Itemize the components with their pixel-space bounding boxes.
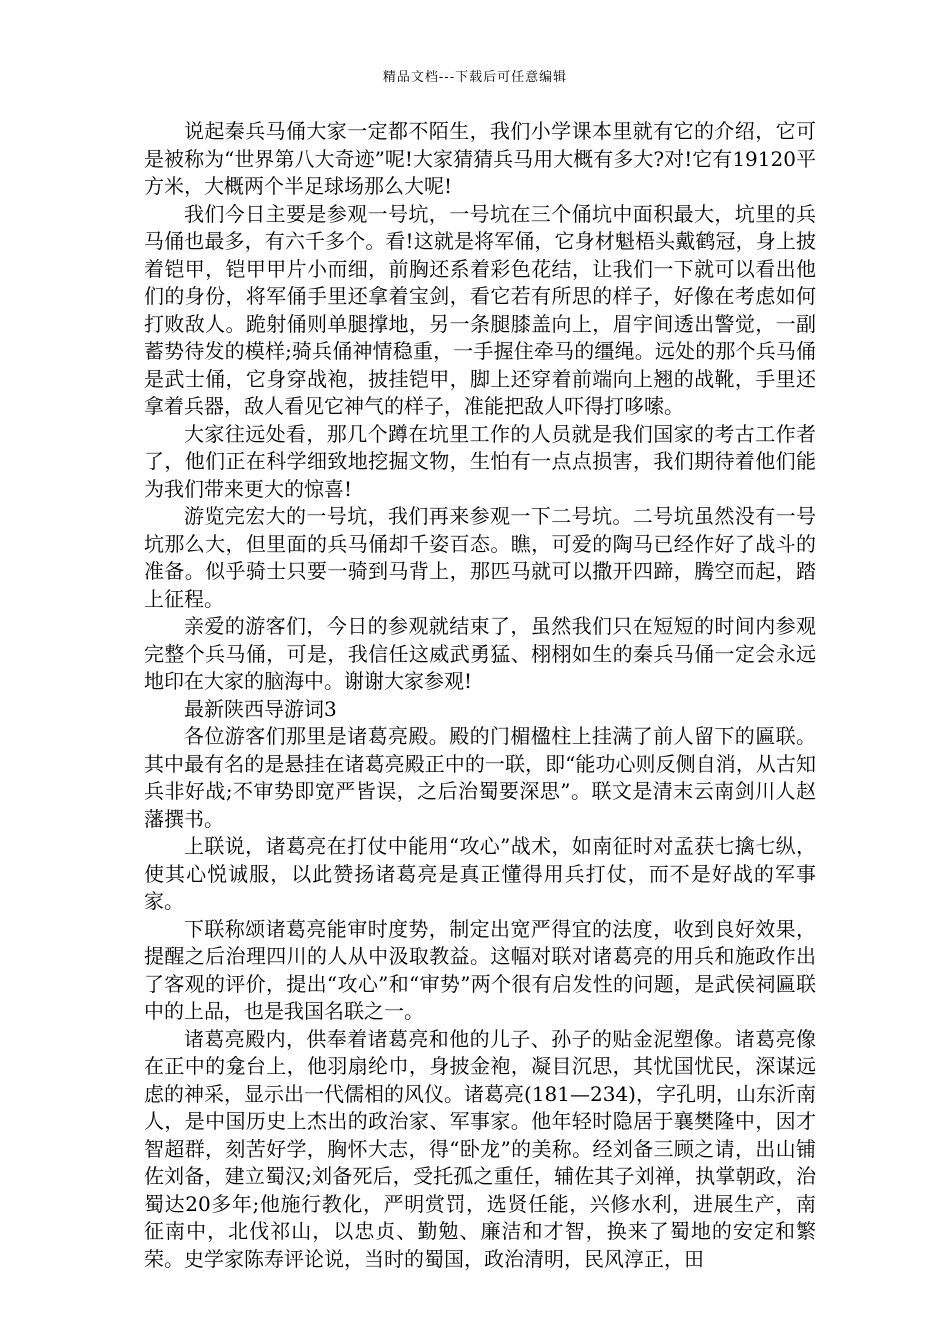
paragraph: 上联说，诸葛亮在打仗中能用“攻心”战术，如南征时对孟获七擒七纵，使其心悦诚服，以此赞扬诸葛亮是真正懂得用兵打仗，而不是好战的军事家。	[144, 834, 816, 913]
paragraph: 诸葛亮殿内，供奉着诸葛亮和他的儿子、孙子的贴金泥塑像。诸葛亮像在正中的龛台上，他羽扇纶巾，身披金袍，凝目沉思，其忧国忧民，深谋远虑的神采，显示出一代儒相的风仪。诸葛亮(181—234)，字孔明，山东沂南人，是中国历史上杰出的政治家、军事家。他年轻时隐居于襄樊隆中，因才智超群，刻苦好学，胸怀大志，得“卧龙”的美称。经刘备三顾之请，出山铺佐刘备，建立蜀汉;刘备死后，受托孤之重任，辅佐其子刘禅，执掌朝政，治蜀达20多年;他施行教化，严明赏罚，选贤任能，兴修水利，进展生产，南征南中，北伐祁山，以忠贞、勤勉、廉洁和才智，换来了蜀地的安定和繁荣。史学家陈寿评论说，当时的蜀国，政治清明，民风淳正，田	[144, 1026, 816, 1271]
paragraph: 下联称颂诸葛亮能审时度势，制定出宽严得宜的法度，收到良好效果，提醒之后治理四川的人从中汲取教益。这幅对联对诸葛亮的用兵和施政作出了客观的评价，提出“攻心”和“审势”两个很有启发性的问题，是武侯祠匾联中的上品，也是我国名联之一。	[144, 916, 816, 1023]
page-header: 精品文档---下载后可任意编辑	[382, 70, 568, 85]
document-body	[144, 118, 816, 1273]
paragraph: 我们今日主要是参观一号坑，一号坑在三个俑坑中面积最大，坑里的兵马俑也最多，有六千多个。看!这就是将军俑，它身材魁梧头戴鹤冠，身上披着铠甲，铠甲甲片小而细，前胸还系着彩色花结，让我们一下就可以看出他们的身份，将军俑手里还拿着宝剑，看它若有所思的样子，好像在考虑如何打败敌人。跪射俑则单腿撑地，另一条腿膝盖向上，眉宇间透出警觉，一副蓄势待发的模样;骑兵俑神情稳重，一手握住牵马的缰绳。远处的那个兵马俑是武士俑，它身穿战袍，披挂铠甲，脚上还穿着前端向上翘的战靴，手里还拿着兵器，敌人看见它神气的样子，准能把敌人吓得打哆嗦。	[144, 201, 816, 418]
paragraph: 各位游客们那里是诸葛亮殿。殿的门楣楹柱上挂满了前人留下的匾联。其中最有名的是悬挂在诸葛亮殿正中的一联，即“能功心则反侧自消，从古知兵非好战;不审势即宽严皆误，之后治蜀要深思”。联文是清末云南剑川人赵藩撰书。	[144, 724, 816, 831]
paragraph: 大家往远处看，那几个蹲在坑里工作的人员就是我们国家的考古工作者了，他们正在科学细致地挖掘文物，生怕有一点点损害，我们期待着他们能为我们带来更大的惊喜!	[144, 421, 816, 501]
paragraph: 游览完宏大的一号坑，我们再来参观一下二号坑。二号坑虽然没有一号坑那么大，但里面的兵马俑却千姿百态。瞧，可爱的陶马已经作好了战斗的准备。似乎骑士只要一骑到马背上，那匹马就可以撒开四蹄，腾空而起，踏上征程。	[144, 504, 816, 611]
paragraph: 说起秦兵马俑大家一定都不陌生，我们小学课本里就有它的介绍，它可是被称为“世界第八大奇迹”呢!大家猜猜兵马用大概有多大?对!它有19120平方米，大概两个半足球场那么大呢!	[144, 119, 816, 198]
section-title: 最新陕西导游词3	[184, 696, 337, 721]
paragraph: 亲爱的游客们，今日的参观就结束了，虽然我们只在短短的时间内参观完整个兵马俑，可是，我信任这威武勇猛、栩栩如生的秦兵马俑一定会永远地印在大家的脑海中。谢谢大家参观!	[144, 614, 816, 693]
